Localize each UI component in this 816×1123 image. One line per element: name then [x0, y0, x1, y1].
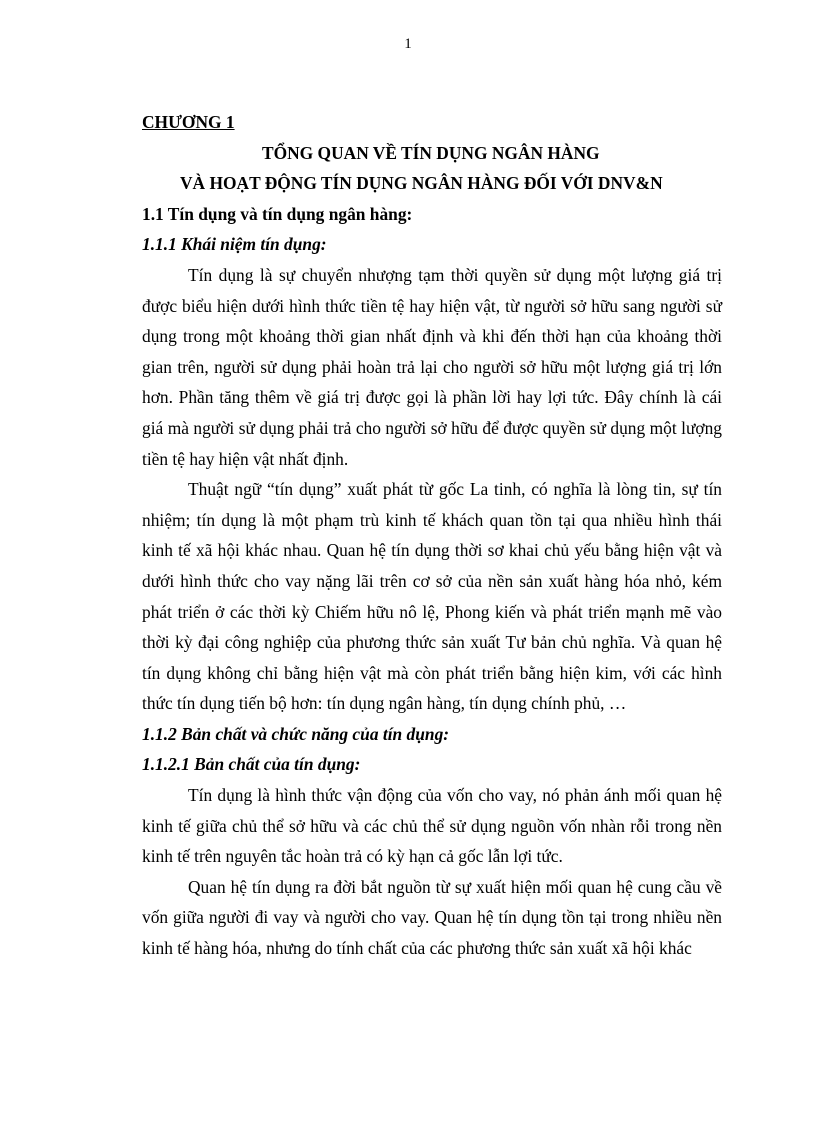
section-heading-1-1-2-1: 1.1.2.1 Bản chất của tín dụng: [142, 754, 361, 775]
paragraph: Tín dụng là hình thức vận động của vốn cho vay, nó phản ánh mối quan hệ kinh tế giữa chủ thể sở hữu và các chủ thể sử dụng nguồn vốn nhàn rỗi trong nền kinh tế trên nguyên tắc hoàn trả có kỳ hạn cả gốc lẫn lợi tức. [142, 785, 722, 867]
paragraph: Tín dụng là sự chuyển nhượng tạm thời quyền sử dụng một lượng giá trị được biểu hiện dưới hình thức tiền tệ hay hiện vật, từ người sở hữu sang người sử dụng trong một khoảng thời gian nhất định và khi đến thời hạn của khoảng thời gian trên, người sử dụng phải hoàn trả lại cho người sở hữu một lượng giá trị lớn hơn. Phần tăng thêm về giá trị được gọi là phần lời hay lợi tức. Đây chính là cái giá mà người sử dụng phải trả cho người sở hữu để được quyền sử dụng một lượng tiền tệ hay hiện vật nhất định. [142, 264, 722, 469]
section-heading-1-1-1: 1.1.1 Khái niệm tín dụng: [142, 234, 327, 255]
page-number: 1 [404, 36, 412, 52]
section-heading-1-1-2: 1.1.2 Bản chất và chức năng của tín dụng: [142, 723, 450, 744]
chapter-heading: CHƯƠNG 1 [142, 112, 235, 132]
document-body [142, 104, 722, 964]
chapter-title-line-1: TỔNG QUAN VỀ TÍN DỤNG NGÂN HÀNG [262, 142, 600, 163]
paragraph: Quan hệ tín dụng ra đời bắt nguồn từ sự xuất hiện mối quan hệ cung cầu về vốn giữa người đi vay và người cho vay. Quan hệ tín dụng tồn tại trong nhiều nền kinh tế hàng hóa, nhưng do tính chất của các phương thức sản xuất xã hội khác [142, 876, 722, 959]
section-heading-1-1: 1.1 Tín dụng và tín dụng ngân hàng: [142, 203, 413, 224]
paragraph: Thuật ngữ “tín dụng” xuất phát từ gốc La tinh, có nghĩa là lòng tin, sự tín nhiệm; tín dụng là một phạm trù kinh tế khách quan tồn tại qua nhiều hình thái kinh tế xã hội khác nhau. Quan hệ tín dụng thời sơ khai chủ yếu bằng hiện vật và dưới hình thức cho vay nặng lãi trên cơ sở của nền sản xuất hàng hóa nhỏ, kém phát triển ở các thời kỳ Chiếm hữu nô lệ, Phong kiến và phát triển mạnh mẽ vào thời kỳ đại công nghiệp của phương thức sản xuất Tư bản chủ nghĩa. Và quan hệ tín dụng không chỉ bằng hiện vật mà còn phát triển bằng hiện kim, với các hình thức tín dụng tiến bộ hơn: tín dụng ngân hàng, tín dụng chính phủ, … [142, 479, 722, 714]
chapter-title-line-2: VÀ HOẠT ĐỘNG TÍN DỤNG NGÂN HÀNG ĐỐI VỚI DNV&N [180, 173, 663, 194]
